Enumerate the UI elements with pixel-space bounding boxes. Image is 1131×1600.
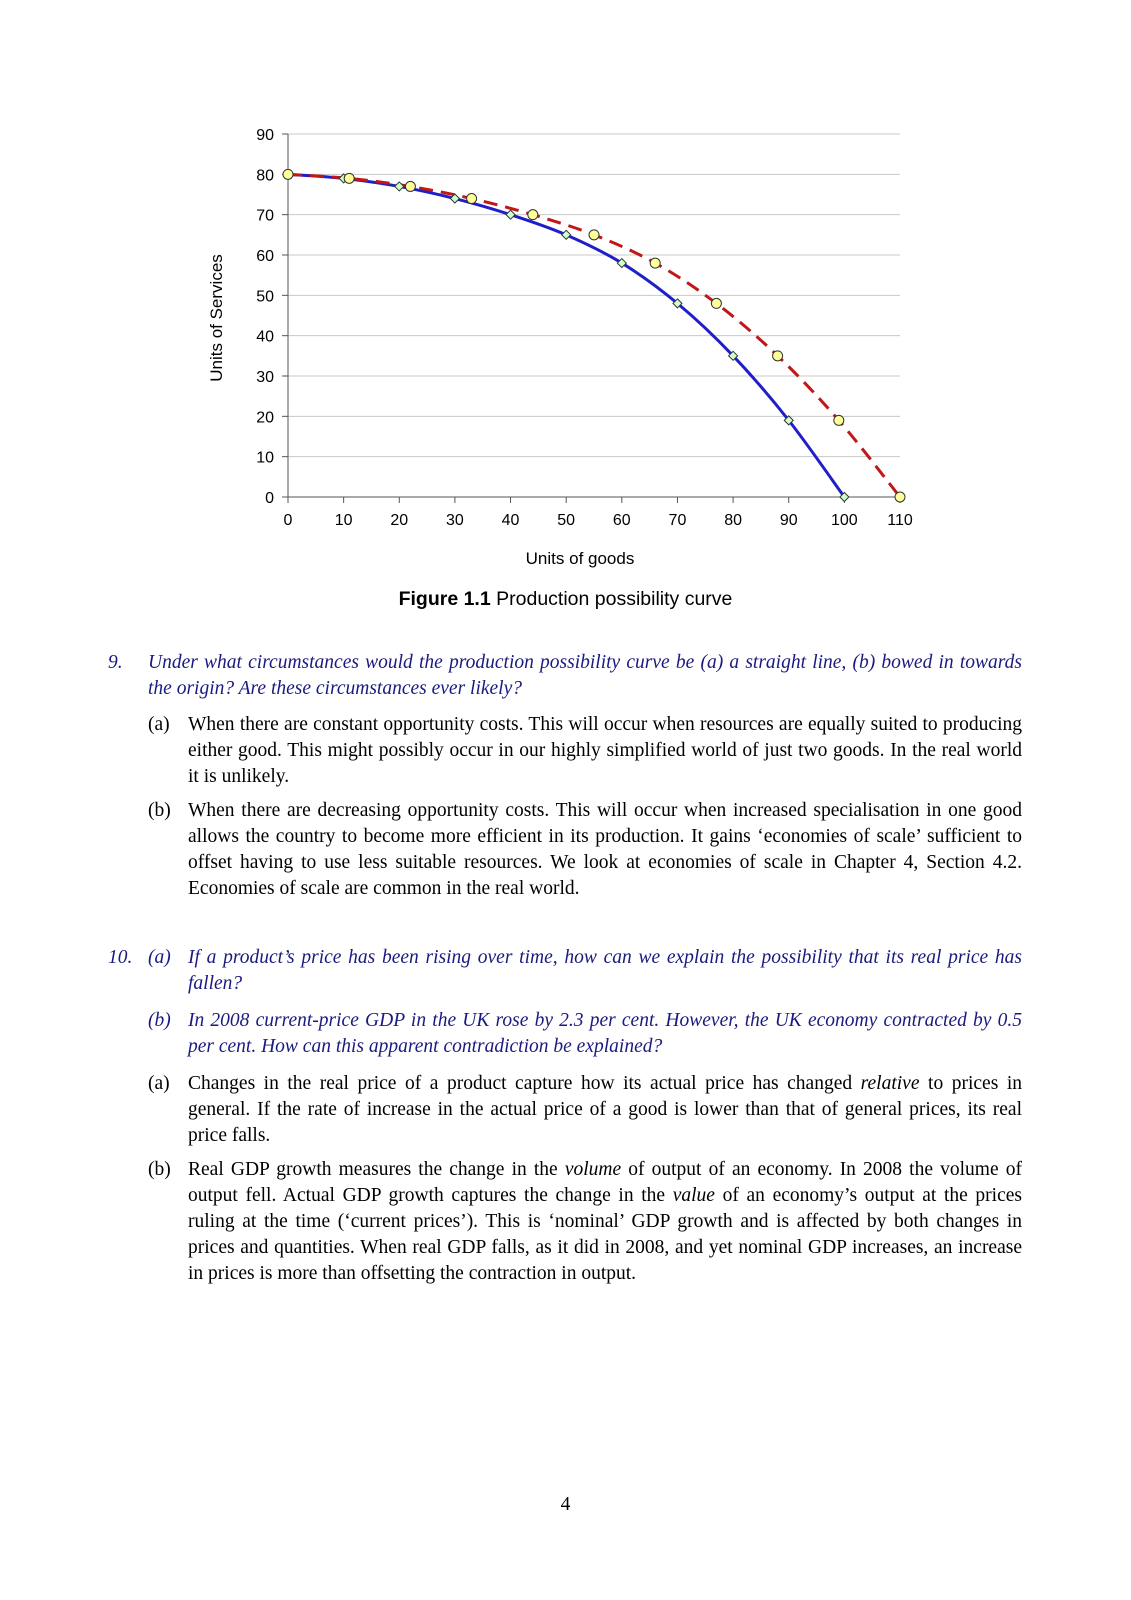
data-point (405, 181, 415, 191)
data-point (562, 230, 571, 239)
data-point (711, 298, 721, 308)
page-number: 4 (560, 1494, 571, 1515)
question-text: In 2008 current-price GDP in the UK rose by 2.3 per cent. However, the UK economy contracted by 0.5 per cent. How can this apparent contradiction be explained? (188, 1010, 1022, 1057)
x-tick-label: 0 (283, 512, 293, 529)
answer-text: When there are constant opportunity costs. This will occur when resources are equally suited to producing either good. This might possibly occur in our highly simplified world of just two goods. In the real world it is unlikely. (188, 714, 1022, 787)
y-axis-label: Units of Services (207, 254, 226, 382)
data-point (834, 415, 844, 425)
data-point (773, 351, 783, 361)
data-point (528, 210, 538, 220)
x-tick-label: 60 (612, 512, 631, 529)
y-tick-label: 80 (256, 167, 274, 185)
x-tick-label: 30 (446, 512, 464, 529)
y-tick-label: 50 (256, 288, 274, 306)
x-tick-label: 10 (334, 512, 353, 529)
answer-text (188, 1157, 1022, 1287)
x-tick-label: 40 (501, 512, 520, 529)
x-axis-label: Units of goods (525, 549, 635, 568)
answer-text: When there are decreasing opportunity costs. This will occur when increased specialisation in one good allows the country to become more efficient in its production. It gains ‘economies of scale’ sufficient to offset having to use less suitable resources. We look at economies of scale in Chapter 4, Section 4.2. Economies of scale are common in the real world. (188, 800, 1022, 899)
y-tick-label: 20 (256, 409, 274, 427)
answer-text (188, 1071, 1022, 1149)
y-tick-label: 30 (256, 369, 274, 386)
answer-label: (a) (148, 714, 170, 735)
tick-labels (256, 127, 913, 529)
y-tick-label: 10 (256, 449, 274, 467)
answer-label: (a) (148, 1073, 170, 1094)
question-part-label: (b) (148, 1010, 171, 1031)
answer-label: (b) (148, 800, 171, 821)
emphasis: volume (564, 1159, 622, 1180)
question-part-label: (a) (148, 947, 171, 968)
y-tick-label: 90 (256, 127, 274, 144)
data-point (589, 230, 599, 240)
x-tick-label: 80 (724, 512, 742, 529)
emphasis: value (672, 1185, 715, 1206)
y-tick-label: 60 (256, 248, 274, 265)
figure-label: Figure 1.1 (398, 588, 491, 610)
data-point (506, 210, 515, 219)
x-tick-label: 50 (557, 512, 576, 529)
data-point (283, 169, 293, 179)
y-tick-label: 0 (265, 490, 274, 507)
answer-text-part: of output of an economy. In 2008 the volume of output fell. Actual GDP growth captures the change in the (188, 1159, 1022, 1206)
x-tick-label: 20 (390, 512, 409, 529)
answer-text-part: of an economy’s output at the prices ruling at the time (‘current prices’). This is ‘nominal’ GDP growth and is affected by both changes in prices and quantities. When real GDP falls, as it did in 2008, and yet nominal GDP increases, an increase in prices is more than offsetting the contraction in output. (188, 1185, 1022, 1284)
question-text: If a product’s price has been rising over time, how can we explain the possibility that its real price has fallen? (188, 947, 1022, 994)
y-tick-label: 70 (256, 207, 274, 225)
question-number: 10. (108, 947, 133, 968)
answer-text-part: Real GDP growth measures the change in the (188, 1159, 565, 1180)
answer-label: (b) (148, 1159, 171, 1180)
data-point (467, 194, 477, 204)
data-point (895, 492, 905, 502)
x-tick-label: 110 (887, 512, 913, 529)
data-point (344, 173, 354, 183)
question-number: 9. (108, 652, 123, 673)
x-tick-label: 90 (779, 512, 798, 529)
question-text: Under what circumstances would the production possibility curve be (a) a straight line, (b) bowed in towards the origin? Are these circumstances ever likely? (148, 652, 1022, 699)
figure-caption (0, 588, 1131, 611)
answer-text-part: to prices in general. If the rate of increase in the actual price of a good is lower than that of general prices, its real price falls. (188, 1073, 1022, 1146)
y-tick-label: 40 (256, 328, 274, 346)
x-tick-label: 100 (831, 512, 858, 529)
figure-caption-text: Production possibility curve (496, 588, 733, 610)
emphasis: relative (860, 1073, 920, 1094)
x-tick-label: 70 (668, 512, 687, 529)
data-point (650, 258, 660, 268)
data-point (395, 182, 404, 191)
answer-text-part: Changes in the real price of a product capture how its actual price has changed (188, 1073, 861, 1094)
ppc-chart (190, 118, 920, 578)
